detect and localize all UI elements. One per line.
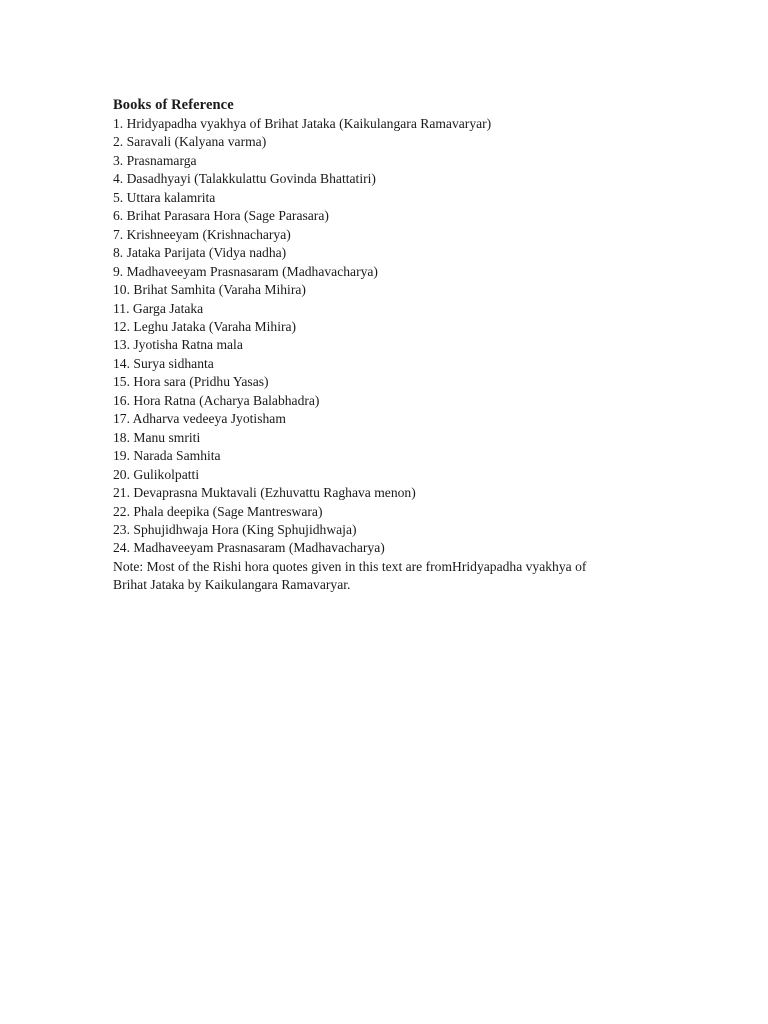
list-item: 3. Prasnamarga — [113, 152, 197, 168]
list-item: 12. Leghu Jataka (Varaha Mihira) — [113, 318, 297, 334]
list-item: 2. Saravali (Kalyana varma) — [113, 134, 267, 150]
list-item: 7. Krishneeyam (Krishnacharya) — [113, 226, 291, 242]
list-item: 23. Sphujidhwaja Hora (King Sphujidhwaja) — [113, 521, 357, 537]
list-item: 4. Dasadhyayi (Talakkulattu Govinda Bhattatiri) — [113, 171, 376, 187]
list-item: 19. Narada Samhita — [113, 448, 221, 464]
list-item: 21. Devaprasna Muktavali (Ezhuvattu Raghava menon) — [113, 485, 416, 501]
note-line-1: Note: Most of the Rishi hora quotes given in this text are fromHridyapadha vyakhya of — [113, 558, 587, 574]
list-item: 13. Jyotisha Ratna mala — [113, 337, 243, 353]
list-item: 16. Hora Ratna (Acharya Balabhadra) — [113, 392, 320, 408]
list-item: 9. Madhaveeyam Prasnasaram (Madhavacharya) — [113, 263, 378, 279]
reference-list — [113, 115, 653, 558]
list-item: 1. Hridyapadha vyakhya of Brihat Jataka (Kaikulangara Ramavaryar) — [113, 116, 492, 131]
page-title: Books of Reference — [113, 97, 234, 113]
list-item: 6. Brihat Parasara Hora (Sage Parasara) — [113, 208, 329, 224]
list-item: 10. Brihat Samhita (Varaha Mihira) — [113, 282, 306, 298]
note-text — [113, 558, 653, 595]
list-item: 5. Uttara kalamrita — [113, 189, 216, 205]
list-item: 15. Hora sara (Pridhu Yasas) — [113, 374, 269, 390]
list-item: 17. Adharva vedeeya Jyotisham — [113, 411, 286, 427]
document-content — [113, 95, 653, 595]
list-item: 20. Gulikolpatti — [113, 466, 200, 482]
list-item: 18. Manu smriti — [113, 429, 201, 445]
list-item: 11. Garga Jataka — [113, 300, 204, 316]
list-item: 24. Madhaveeyam Prasnasaram (Madhavacharya) — [113, 540, 385, 556]
list-item: 8. Jataka Parijata (Vidya nadha) — [113, 245, 287, 261]
note-line-2: Brihat Jataka by Kaikulangara Ramavaryar. — [113, 577, 351, 593]
list-item: 22. Phala deepika (Sage Mantreswara) — [113, 503, 323, 519]
list-item: 14. Surya sidhanta — [113, 355, 214, 371]
